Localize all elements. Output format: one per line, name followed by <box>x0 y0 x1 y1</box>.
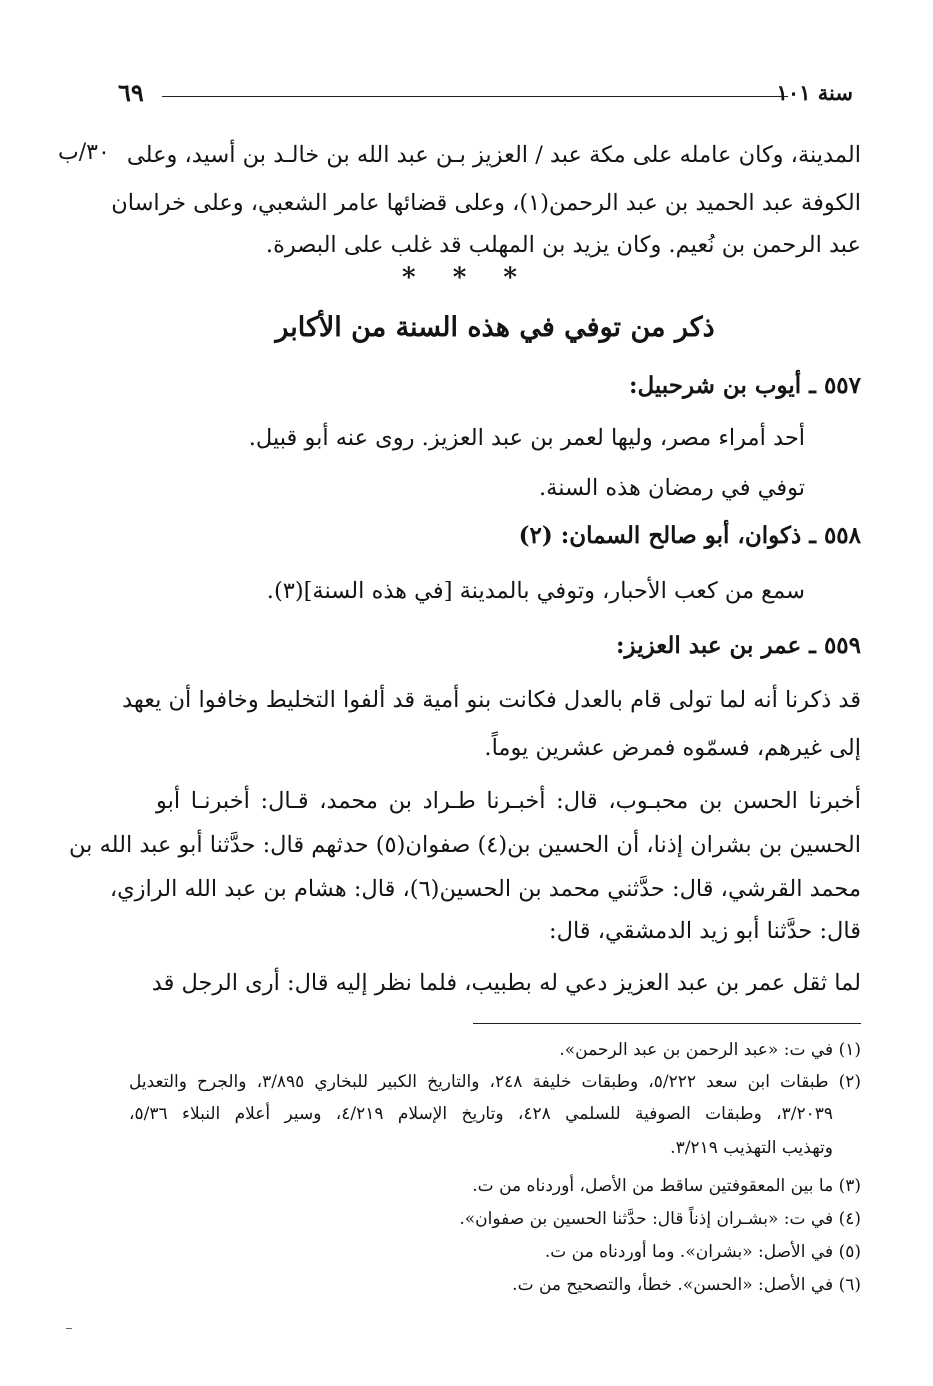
paragraph-line: محمد القرشي، قال: حدَّثني محمد بن الحسين(٦)، قال: هشام بن عبد الله الرازي، <box>109 876 861 902</box>
scan-mark <box>66 1328 72 1329</box>
footnote: (٦) في الأصل: «الحسن». خطأ، والتصحيح من ت. <box>512 1275 861 1295</box>
body-line: المدينة، وكان عامله على مكة عبد / العزيز بـن عبد الله بن خالـد بن أسيد، وعلى <box>126 142 861 168</box>
paragraph-line: لما ثقل عمر بن عبد العزيز دعي له بطبيب، فلما نظر إليه قال: أرى الرجل قد <box>151 970 861 996</box>
entry-title: ٥٥٨ ـ ذكوان، أبو صالح السمان: (٢) <box>518 522 861 549</box>
footnote: (٣) ما بين المعقوفتين ساقط من الأصل، أوردناه من ت. <box>472 1176 861 1196</box>
paragraph-line: إلى غيرهم، فسمّوه فمرض عشرين يوماً. <box>484 735 861 761</box>
footnote: وتهذيب التهذيب ٣/٢١٩. <box>670 1138 833 1158</box>
footnote: (٤) في ت: «بشـران إذناً قال: حدَّثنا الحسين بن صفوان». <box>459 1209 861 1229</box>
entry-title: ٥٥٧ ـ أيوب بن شرحبيل: <box>628 372 861 399</box>
body-line: الكوفة عبد الحميد بن عبد الرحمن(١)، وعلى قضائها عامر الشعبي، وعلى خراسان <box>111 190 861 216</box>
entry-title: ٥٥٩ ـ عمر بن عبد العزيز: <box>616 632 861 659</box>
header-rule <box>162 96 788 97</box>
entry-text: توفي في رمضان هذه السنة. <box>539 475 805 501</box>
paragraph-line: قال: حدَّثنا أبو زيد الدمشقي، قال: <box>549 918 861 944</box>
paragraph-line: أخبرنا الحسن بن محبـوب، قال: أخبـرنا طـراد بن محمد، قـال: أخبرنـا أبو <box>156 788 861 814</box>
margin-folio-note: ٣٠/ب <box>58 140 110 165</box>
footnote-rule <box>473 1023 861 1024</box>
paragraph-line: الحسين بن بشران إذنا، أن الحسين بن(٤) صفوان(٥) حدثهم قال: حدَّثنا أبو عبد الله بن <box>69 832 861 858</box>
entry-text: أحد أمراء مصر، وليها لعمر بن عبد العزيز. روى عنه أبو قبيل. <box>248 425 805 451</box>
footnote: ٣/٢٠٣٩، وطبقات الصوفية للسلمي ٤٢٨، وتاريخ الإسلام ٤/٢١٩، وسير أعلام النبلاء ٥/٣٦، <box>129 1104 833 1124</box>
page-number: ٦٩ <box>118 78 144 107</box>
footnote: (١) في ت: «عبد الرحمن بن عبد الرحمن». <box>559 1040 861 1060</box>
running-title: سنة ١٠١ <box>776 80 853 105</box>
section-separator: * * * <box>402 263 531 293</box>
entry-text: سمع من كعب الأحبار، وتوفي بالمدينة [في هذه السنة](٣). <box>266 578 805 604</box>
footnote: (٢) طبقات ابن سعد ٥/٢٢٢، وطبقات خليفة ٢٤٨، والتاريخ الكبير للبخاري ٣/٨٩٥، والجرح والتعديل <box>129 1072 861 1092</box>
paragraph-line: قد ذكرنا أنه لما تولى قام بالعدل فكانت بنو أمية قد ألفوا التخليط وخافوا أن يعهد <box>122 687 861 713</box>
footnote: (٥) في الأصل: «بشران». وما أوردناه من ت. <box>544 1242 861 1262</box>
body-line: عبد الرحمن بن نُعيم. وكان يزيد بن المهلب قد غلب على البصرة. <box>265 232 861 258</box>
section-title: ذكر من توفي في هذه السنة من الأكابر <box>275 312 715 343</box>
